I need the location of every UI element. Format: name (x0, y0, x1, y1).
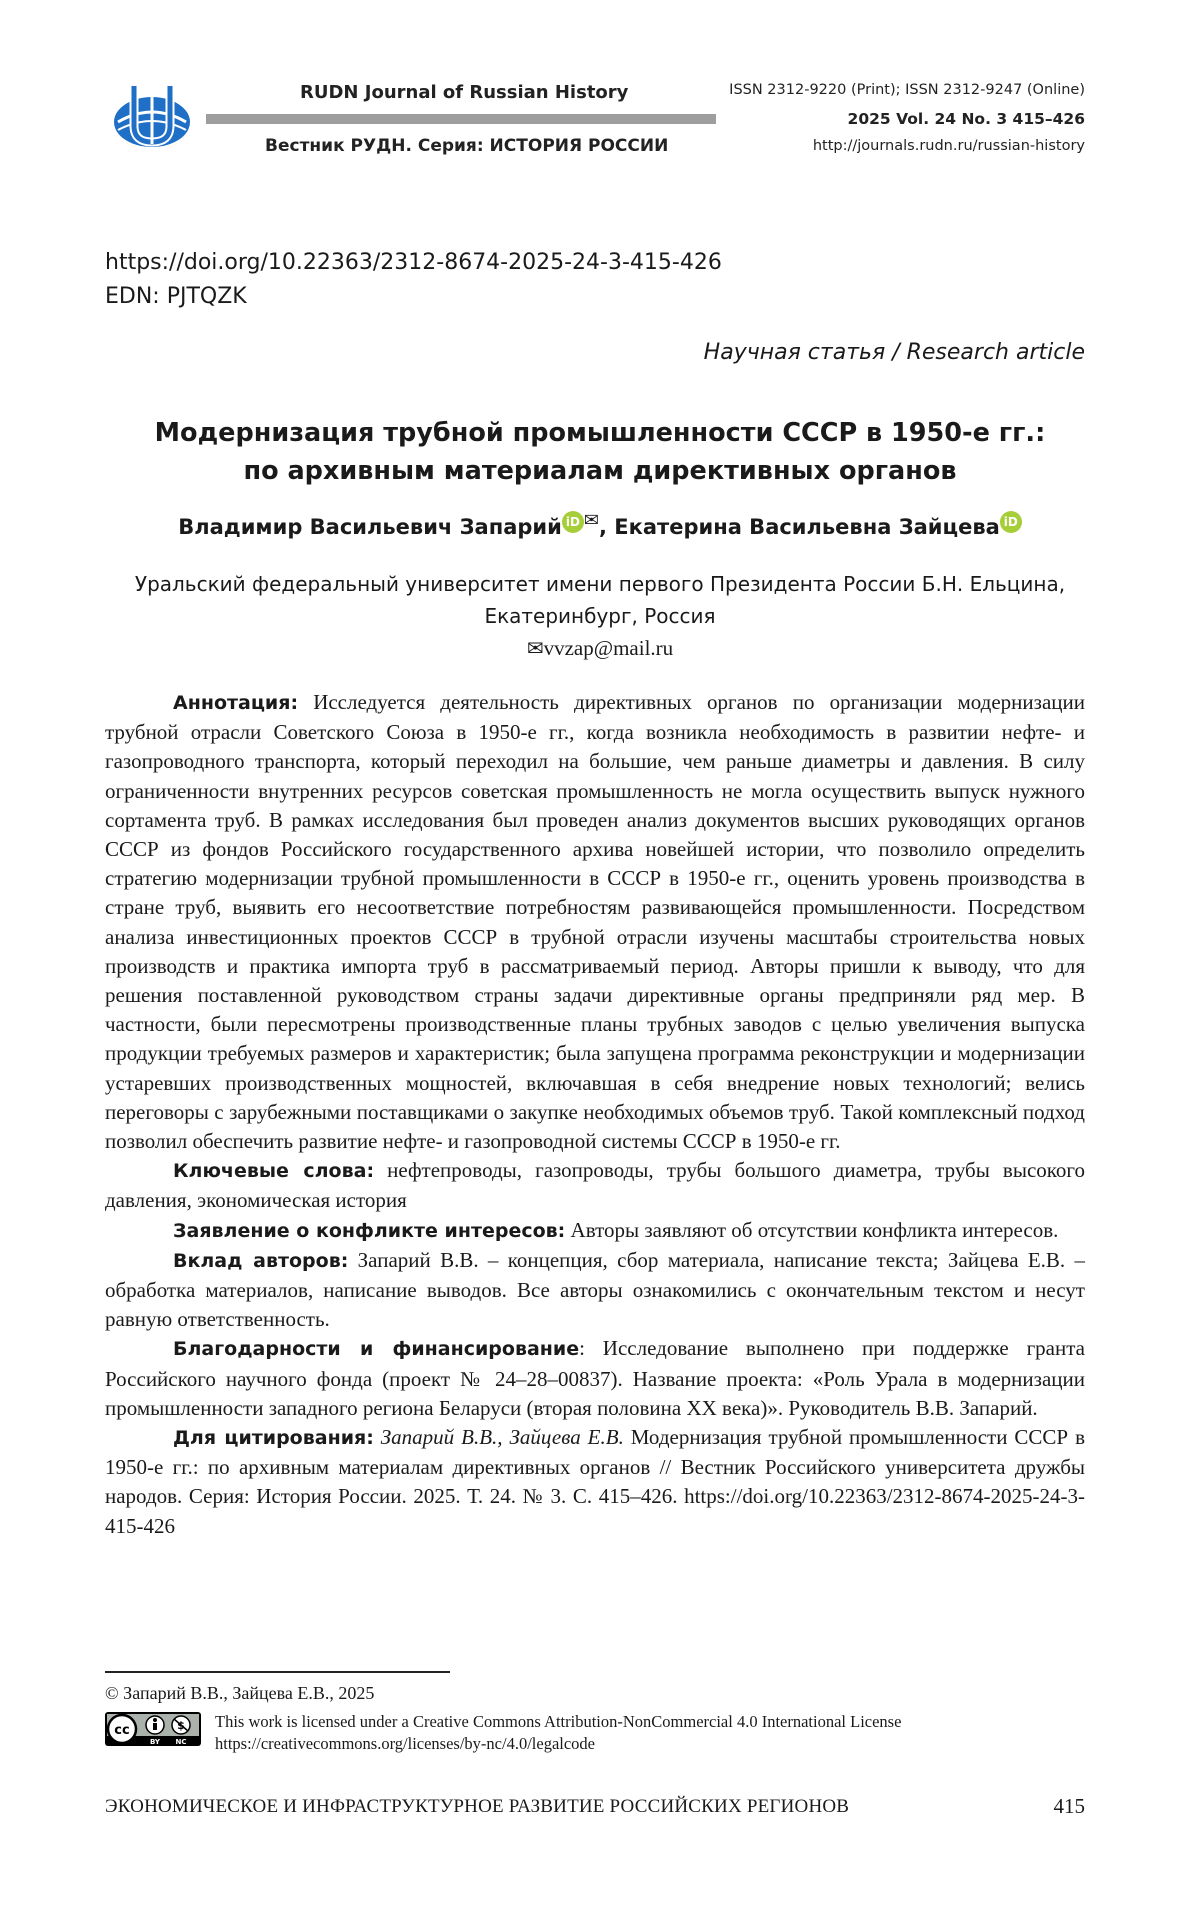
keywords-text: нефтепроводы, газопроводы, трубы большого диаметра, трубы высокого давления, экономическая история (105, 1158, 1085, 1212)
issn: ISSN 2312-9220 (Print); ISSN 2312-9247 (Online) (729, 82, 1085, 98)
funding-text: : Исследование выполнено при поддержке гранта Российского научного фонда (проект № 24–28–00837). Название проекта: «Роль Урала в модернизации промышленности западного региона Беларуси (вторая половина XX века)». Руководитель В.В. Запарий. (105, 1336, 1085, 1419)
conflict-label: Заявление о конфликте интересов: (173, 1220, 565, 1242)
funding-paragraph (105, 1334, 1085, 1423)
cc-by-label: BY (150, 1738, 161, 1746)
citation-authors: Запарий В.В., Зайцева Е.В. (374, 1425, 624, 1449)
envelope-icon: ✉ (584, 510, 599, 531)
header-rule (206, 114, 716, 124)
license-text (215, 1711, 901, 1755)
edn: EDN: PJTQZK (105, 280, 722, 314)
article-type: Научная статья / Research article (704, 340, 1085, 365)
contribution-paragraph (105, 1246, 1085, 1335)
affiliation-line-1: Уральский федеральный университет имени первого Президента России Б.Н. Ельцина, (100, 568, 1100, 600)
rudn-logo (104, 82, 200, 148)
journal-title-ru: Вестник РУДН. Серия: ИСТОРИЯ РОССИИ (265, 136, 668, 156)
author-1: Владимир Васильевич Запарий (178, 515, 562, 539)
article-title (100, 414, 1100, 490)
journal-url[interactable]: http://journals.rudn.ru/russian-history (813, 138, 1085, 154)
contribution-label: Вклад авторов: (173, 1250, 348, 1272)
volume-line: 2025 Vol. 24 No. 3 415–426 (848, 110, 1085, 128)
svg-text:cc: cc (114, 1723, 129, 1738)
title-line-1: Модернизация трубной промышленности СССР в 1950-е гг.: (100, 414, 1100, 452)
copyright: © Запарий В.В., Зайцева Е.В., 2025 (105, 1683, 374, 1704)
abstract-paragraph (105, 688, 1085, 1156)
email-link[interactable]: vvzap@mail.ru (544, 636, 674, 660)
orcid-icon[interactable]: iD (562, 511, 584, 533)
envelope-icon: ✉ (527, 636, 544, 660)
citation-text: Модернизация трубной промышленности СССР в 1950-е гг.: по архивным материалам директивных органов // Вестник Российского университета дружбы народов. Серия: История России. 2025. Т. 24. № 3. С. 415–426. https://doi.org/10.22363/2312-8674-2025-24-3-415-426 (105, 1425, 1085, 1538)
license-url[interactable]: https://creativecommons.org/licenses/by-nc/4.0/legalcode (215, 1733, 901, 1755)
affiliation-line-2: Екатеринбург, Россия (100, 600, 1100, 632)
page-number: 415 (1054, 1794, 1086, 1819)
abstract-label: Аннотация: (173, 692, 298, 714)
orcid-icon[interactable]: iD (1000, 511, 1022, 533)
funding-label: Благодарности и финансирование (173, 1338, 579, 1360)
contribution-text: Запарий В.В. – концепция, сбор материала, написание текста; Зайцева Е.В. – обработка материалов, написание выводов. Все авторы ознакомились с окончательным текстом и несут равную ответственность. (105, 1248, 1085, 1331)
citation-paragraph (105, 1423, 1085, 1541)
keywords-paragraph (105, 1156, 1085, 1215)
cc-nc-label: NC (176, 1738, 187, 1746)
journal-title-en: RUDN Journal of Russian History (300, 82, 628, 103)
abstract-block (105, 688, 1085, 1541)
identifiers (105, 246, 722, 314)
authors (100, 510, 1100, 539)
abstract-text: Исследуется деятельность директивных органов по организации модернизации трубной отрасли Советского Союза в 1950-е гг., когда возникла необходимость в развитии нефте- и газопроводного транспорта, который переходил на большие, чем раньше диаметры и давления. В силу ограниченности внутренних ресурсов советская промышленность не могла осуществить выпуск нужного сортамента труб. В рамках исследования был проведен анализ документов высших руководящих органов СССР из фондов Российского государственного архива новейшей истории, что позволило определить стратегию модернизации трубной промышленности в СССР в 1950-е гг., оценить уровень производства в стране труб, выявить его несоответствие потребностям развивающейся промышленности. Посредством анализа инвестиционных проектов СССР в трубной отрасли изучены масштабы строительства новых производств и практика импорта труб в рассматриваемый период. Авторы пришли к выводу, что для решения поставленной руководством страны задачи директивные органы предприняли ряд мер. В частности, были пересмотрены производственные планы трубных заводов с целью увеличения выпуска продукции требуемых размеров и характеристик; была запущена программа реконструкции и модернизации устаревших производственных мощностей, включавшая в себя внедрение новых технологий; велись переговоры с зарубежными поставщиками о закупке необходимых объемов труб. Такой комплексный подход позволил обеспечить развитие нефте- и газопроводной системы СССР в 1950-е гг. (105, 690, 1085, 1153)
contact-email (100, 632, 1100, 664)
conflict-paragraph (105, 1216, 1085, 1246)
license-line: This work is licensed under a Creative Commons Attribution-NonCommercial 4.0 International License (215, 1711, 901, 1733)
citation-label: Для цитирования: (173, 1427, 374, 1449)
running-footer: ЭКОНОМИЧЕСКОЕ И ИНФРАСТРУКТУРНОЕ РАЗВИТИЕ РОССИЙСКИХ РЕГИОНОВ (105, 1796, 849, 1818)
footnote-rule (105, 1671, 450, 1673)
title-line-2: по архивным материалам директивных органов (100, 452, 1100, 490)
author-2: Екатерина Васильевна Зайцева (614, 515, 1000, 539)
cc-by-nc-badge-icon[interactable] (105, 1712, 201, 1746)
keywords-label: Ключевые слова: (173, 1160, 374, 1182)
conflict-text: Авторы заявляют об отсутствии конфликта интересов. (565, 1218, 1058, 1242)
author-separator: , (599, 515, 614, 539)
affiliation (100, 568, 1100, 664)
doi-link[interactable]: https://doi.org/10.22363/2312-8674-2025-24-3-415-426 (105, 246, 722, 280)
